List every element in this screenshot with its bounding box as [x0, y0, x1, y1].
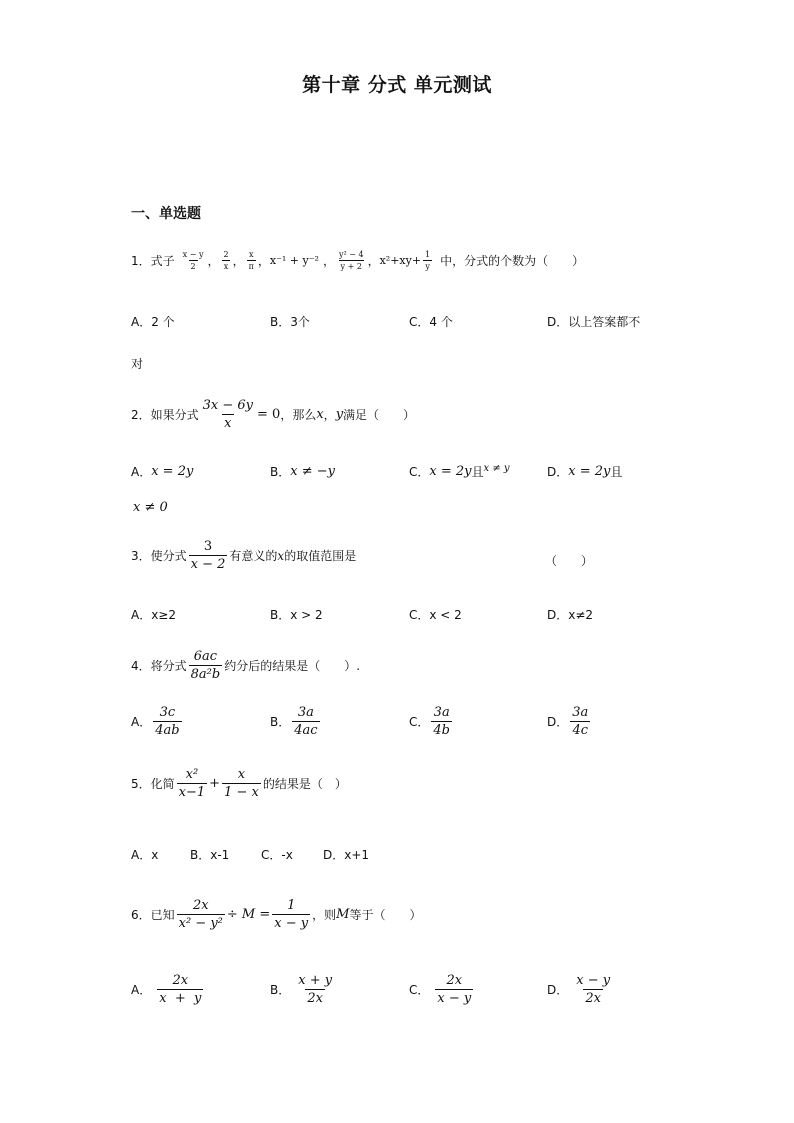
q1-fraction-1: x − y 2: [182, 250, 204, 271]
option-label: C．: [409, 715, 430, 729]
option-label: C．: [409, 465, 430, 479]
q6-option-a: [131, 973, 205, 1006]
option-fraction: 2x x − y: [437, 973, 472, 1006]
question-5: [131, 767, 347, 800]
question-3: [131, 539, 356, 572]
q6-option-c: [409, 973, 475, 1006]
q1-polynomial: x²+xy+: [379, 254, 422, 267]
q1-option-a: A．2 个: [131, 315, 175, 329]
separator: ，: [323, 408, 336, 422]
option-fraction: x + y 2x: [298, 973, 333, 1006]
q3-number: 3．使分式: [131, 549, 187, 563]
q6-fraction-1: $\frac{2x}{\text{x² − y²}}$: [178, 898, 223, 931]
option-label: A．: [131, 465, 152, 479]
q6-option-d: [547, 973, 614, 1006]
q6-text: ，则: [312, 908, 337, 922]
q3-option-b: B．x > 2: [270, 608, 323, 622]
q1-number: 1．式子: [131, 254, 175, 268]
q5-option-d: D．x+1: [323, 848, 370, 862]
q5-option-c: C．-x: [261, 848, 293, 862]
q4-option-d: [547, 705, 592, 738]
q6-prompt: 等于（ ）: [349, 908, 422, 922]
option-label: D．: [547, 465, 569, 479]
q2-number: 2．如果分式: [131, 408, 199, 422]
option-label: A．: [131, 715, 152, 729]
q1-option-c: C．4 个: [409, 315, 453, 329]
q5-prompt: 的结果是（ ）: [262, 777, 347, 791]
q2-option-d-continued: x ≠ 0: [133, 500, 168, 515]
q2-option-c: [409, 463, 510, 480]
q3-option-d: D．x≠2: [547, 608, 594, 622]
q5-fraction-1: x² x−1: [178, 767, 206, 800]
q3-answer-blank: （ ）: [545, 554, 594, 568]
page-title: 第十章 分式 单元测试: [302, 74, 492, 96]
q4-option-c: [409, 705, 454, 738]
q4-number: 4．将分式: [131, 659, 187, 673]
q6-var-m: M: [336, 907, 350, 922]
question-2: [131, 398, 415, 431]
separator: ，: [232, 254, 245, 268]
option-label: B．: [270, 715, 291, 729]
q1-option-d: D．以上答案都不: [547, 315, 641, 329]
q2-option-a: [131, 463, 193, 480]
question-1: [131, 250, 584, 271]
q1-option-b: B．3个: [270, 315, 310, 329]
q3-var-x: x: [277, 548, 285, 563]
option-fraction: 3c 4ab: [155, 705, 180, 738]
option-math: x ≠ y: [483, 463, 510, 474]
q5-option-a: A．x: [131, 848, 159, 862]
option-math: x = 2y: [151, 464, 194, 479]
q5-plus: +: [209, 776, 221, 791]
q4-option-a: [131, 705, 184, 738]
option-fraction: x − y 2x: [576, 973, 611, 1006]
option-text: 且: [610, 465, 623, 479]
q1-option-d-continued: 对: [131, 357, 144, 371]
q6-operator: ÷ M =: [226, 907, 271, 922]
q6-number: 6．已知: [131, 908, 175, 922]
q2-option-b: [270, 463, 335, 480]
separator: ，: [207, 254, 220, 268]
q4-option-b: [270, 705, 322, 738]
q1-fraction-4: y² − 4 y + 2: [338, 250, 364, 271]
q2-equals: = 0: [257, 407, 281, 422]
q1-fraction-2: 2 x: [223, 250, 229, 271]
q4-fraction: 6ac 8a²b: [190, 649, 221, 682]
option-label: B．: [270, 465, 291, 479]
q5-fraction-2: $\frac{x}{1 - x}$: [224, 767, 259, 800]
option-math: x = 2y: [429, 464, 472, 479]
q2-var-y: y: [335, 407, 344, 422]
option-fraction: 3a 4ac: [294, 705, 318, 738]
q2-text: ，那么: [280, 408, 317, 422]
q3-option-c: C．x < 2: [409, 608, 462, 622]
q1-prompt: 中，分式的个数为（ ）: [440, 254, 585, 268]
option-fraction: 2x x + y: [159, 973, 202, 1006]
question-4: [131, 649, 360, 682]
q3-prompt: 的取值范围是: [284, 549, 357, 563]
option-fraction: 3a 4c: [572, 705, 589, 738]
option-label: D．: [547, 983, 569, 997]
option-math: x ≠ −y: [290, 464, 335, 479]
q5-option-b: B．x-1: [190, 848, 230, 862]
q4-prompt: 约分后的结果是（ ）.: [224, 659, 361, 673]
q1-fraction-3: x π: [248, 250, 254, 271]
q2-option-d: [547, 463, 622, 480]
option-label: B．: [270, 983, 291, 997]
section-heading: 一、单选题: [131, 206, 201, 222]
q3-text: 有意义的: [229, 549, 278, 563]
option-math: x = 2y: [568, 464, 611, 479]
option-label: C．: [409, 983, 430, 997]
q2-fraction: $\frac{3x - 6y}{x}$: [202, 398, 254, 431]
separator: ，: [257, 254, 270, 268]
separator: ，: [367, 254, 380, 268]
q3-fraction: 3 x − 2: [190, 539, 226, 572]
q1-fraction-5: $\frac{1}{y}$: [425, 250, 431, 271]
q3-option-a: A．x≥2: [131, 608, 177, 622]
option-label: D．: [547, 715, 569, 729]
q2-var-x: x: [316, 407, 324, 422]
q2-prompt: 满足（ ）: [343, 408, 416, 422]
separator: ，: [322, 254, 335, 268]
q6-fraction-2: $\frac{1}{x - y}$: [274, 898, 309, 931]
option-fraction: 3a 4b: [433, 705, 450, 738]
question-6: [131, 898, 421, 931]
option-text: 且: [471, 465, 484, 479]
q6-option-b: [270, 973, 336, 1006]
q5-number: 5．化简: [131, 777, 175, 791]
option-label: A．: [131, 983, 152, 997]
q1-expression: x⁻¹ + y⁻²: [269, 254, 319, 267]
